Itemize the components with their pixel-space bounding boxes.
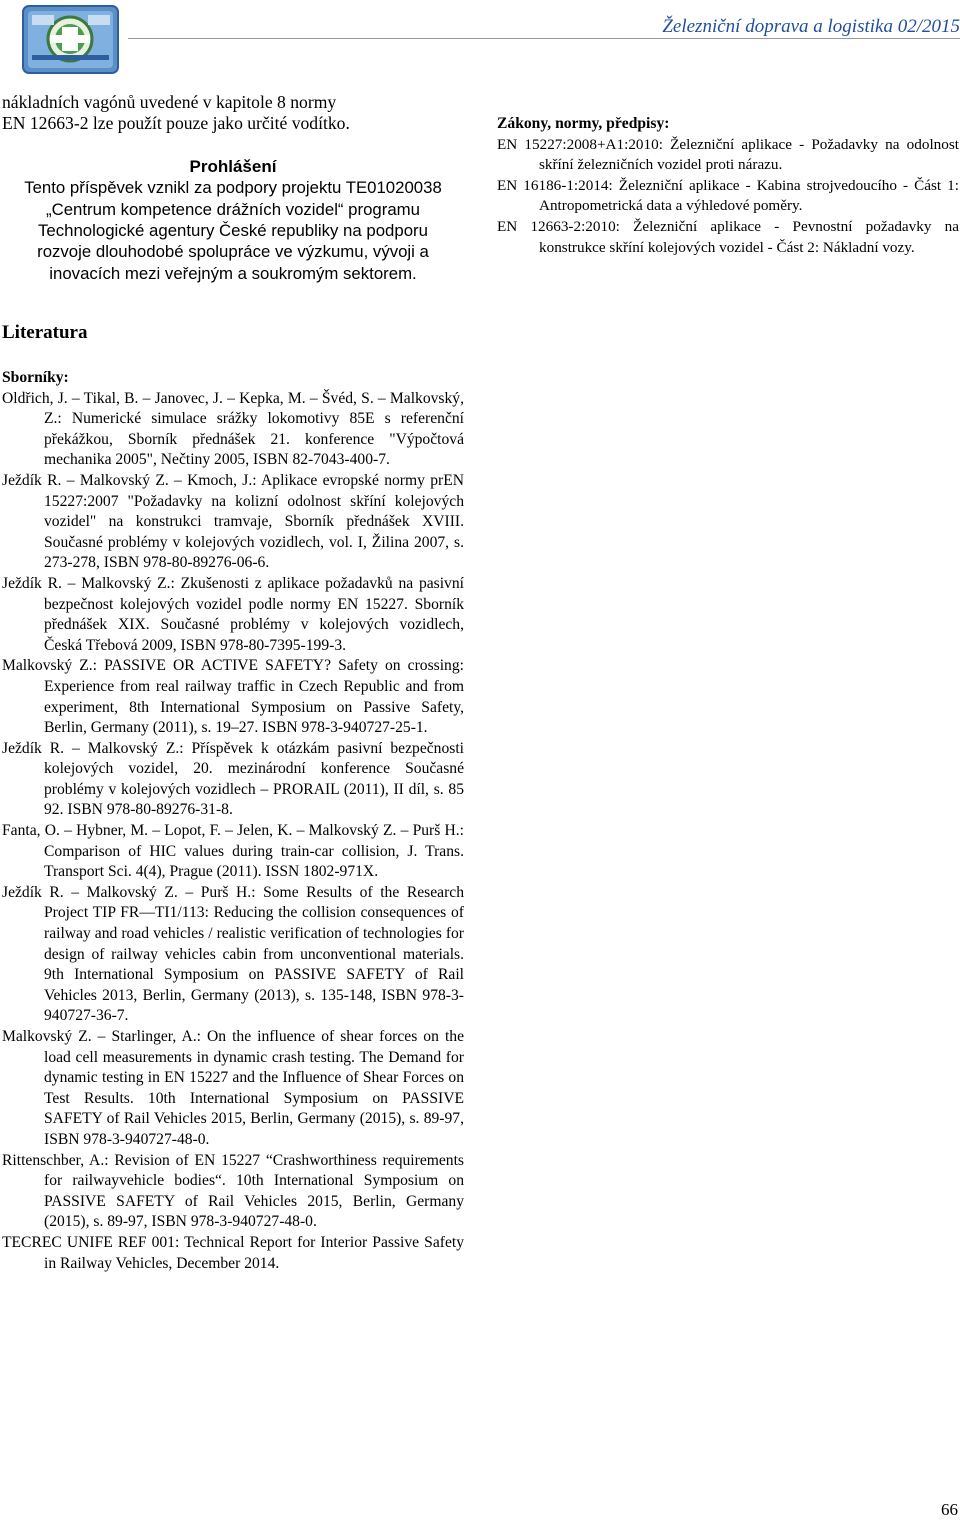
journal-title: Železniční doprava a logistika 02/2015 <box>662 16 960 37</box>
standards-heading: Zákony, normy, předpisy: <box>497 115 670 132</box>
declaration-line: rozvoje dlouhodobé spolupráce ve výzkumu, vývoji a <box>37 242 429 262</box>
declaration-line: „Centrum kompetence drážních vozidel“ programu <box>45 199 420 219</box>
intro-line-1: nákladních vagónů uvedené v kapitole 8 normy <box>2 92 337 112</box>
reference-item: Ježdík R. – Malkovský Z.: Příspěvek k otázkám pasivní bezpečnosti kolejových vozidel, 20. mezinárodní konference Současné problémy v kolejových vozidlech – PRORAIL (2011), II díl, s. 85 92. ISBN 978-80-89276-31-8. <box>2 739 464 819</box>
reference-item: Ježdík R. – Malkovský Z. – Kmoch, J.: Aplikace evropské normy prEN 15227:2007 "Požadavky na kolizní odolnost skříní kolejových vozidel" na konstrukci tramvaje, Sborník přednášek XVIII. Současné problémy v kolejových vozidlech, vol. I, Žilina 2007, s. 273-278, ISBN 978-80-89276-06-6. <box>2 471 464 572</box>
header-rule <box>128 38 960 39</box>
page-header <box>0 0 960 80</box>
reference-list <box>2 368 464 1274</box>
standard-item: EN 15227:2008+A1:2010: Železniční aplikace - Požadavky na odolnost skříní železničních vozidel proti nárazu. <box>497 135 959 174</box>
reference-item: Malkovský Z.: PASSIVE OR ACTIVE SAFETY? Safety on crossing: Experience from real railway traffic in Czech Republic and from experiment, 8th International Symposium on Passive Safety, Berlin, Germany (2011), s. 19–27. ISBN 978-3-940727-25-1. <box>2 657 464 737</box>
reference-item: Ježdík R. – Malkovský Z. – Purš H.: Some Results of the Research Project TIP FR—TI1/113: Reducing the collision consequences of railway and road vehicles / realistic verification of technologies for design of railway vehicles cabin from unconventional materials. 9th International Symposium on PASSIVE SAFETY of Rail Vehicles 2013, Berlin, Germany (2013), s. 135-148, ISBN 978-3-940727-36-7. <box>2 883 464 1025</box>
page-number: 66 <box>941 1500 958 1519</box>
reference-item: Oldřich, J. – Tikal, B. – Janovec, J. – Kepka, M. – Švéd, S. – Malkovský, Z.: Numerické simulace srážky lokomotivy 85E s referenční překážkou, Sborník přednášek 21. konference "Výpočtová mechanika 2005", Nečtiny 2005, ISBN 82-7043-400-7. <box>2 389 464 469</box>
literature-heading: Literatura <box>2 322 88 343</box>
standard-item: EN 12663-2:2010: Železniční aplikace - Pevnostní požadavky na konstrukce skříní kolejových vozidel - Část 2: Nákladní vozy. <box>497 217 959 256</box>
reference-item: Ježdík R. – Malkovský Z.: Zkušenosti z aplikace požadavků na pasivní bezpečnost kolejových vozidel podle normy EN 15227. Sborník přednášek XIX. Současné problémy v kolejových vozidlech, Česká Třebová 2009, ISBN 978-80-7395-199-3. <box>2 574 464 654</box>
standard-item: EN 16186-1:2014: Železniční aplikace - Kabina strojvedoucího - Část 1: Antropometrická data a výhledové poměry. <box>497 176 959 215</box>
left-column <box>2 92 464 284</box>
proceedings-heading: Sborníky: <box>2 369 69 386</box>
reference-item: Rittenschber, A.: Revision of EN 15227 “Crashworthiness requirements for railwayvehicle bodies“. 10th International Symposium on PASSIVE SAFETY of Rail Vehicles 2015, Berlin, Germany (2015), s. 89-97, ISBN 978-3-940727-48-0. <box>2 1151 464 1231</box>
intro-line-2: EN 12663-2 lze použít pouze jako určité vodítko. <box>2 112 350 133</box>
declaration-line: Technologické agentury České republiky na podporu <box>38 221 428 240</box>
declaration-heading: Prohlášení <box>189 157 277 177</box>
railway-logo-icon <box>22 5 119 74</box>
right-column <box>497 114 959 258</box>
declaration-line: Tento příspěvek vznikl za podpory projektu TE01020038 <box>24 178 442 198</box>
reference-item: Fanta, O. – Hybner, M. – Lopot, F. – Jelen, K. – Malkovský Z. – Purš H.: Comparison of HIC values during train-car collision, J. Trans. Transport Sci. 4(4), Prague (2011). ISSN 1802-971X. <box>2 822 464 881</box>
reference-item: TECREC UNIFE REF 001: Technical Report for Interior Passive Safety in Railway Vehicles, December 2014. <box>2 1233 464 1272</box>
reference-item: Malkovský Z. – Starlinger, A.: On the influence of shear forces on the load cell measurements in dynamic crash testing. The Demand for dynamic testing in EN 15227 and the Influence of Shear Forces on Test Results. 10th International Symposium on PASSIVE SAFETY of Rail Vehicles 2015, Berlin, Germany (2015), s. 89-97, ISBN 978-3-940727-48-0. <box>2 1028 464 1148</box>
declaration-line: inovacích mezi veřejným a soukromým sektorem. <box>49 263 417 283</box>
